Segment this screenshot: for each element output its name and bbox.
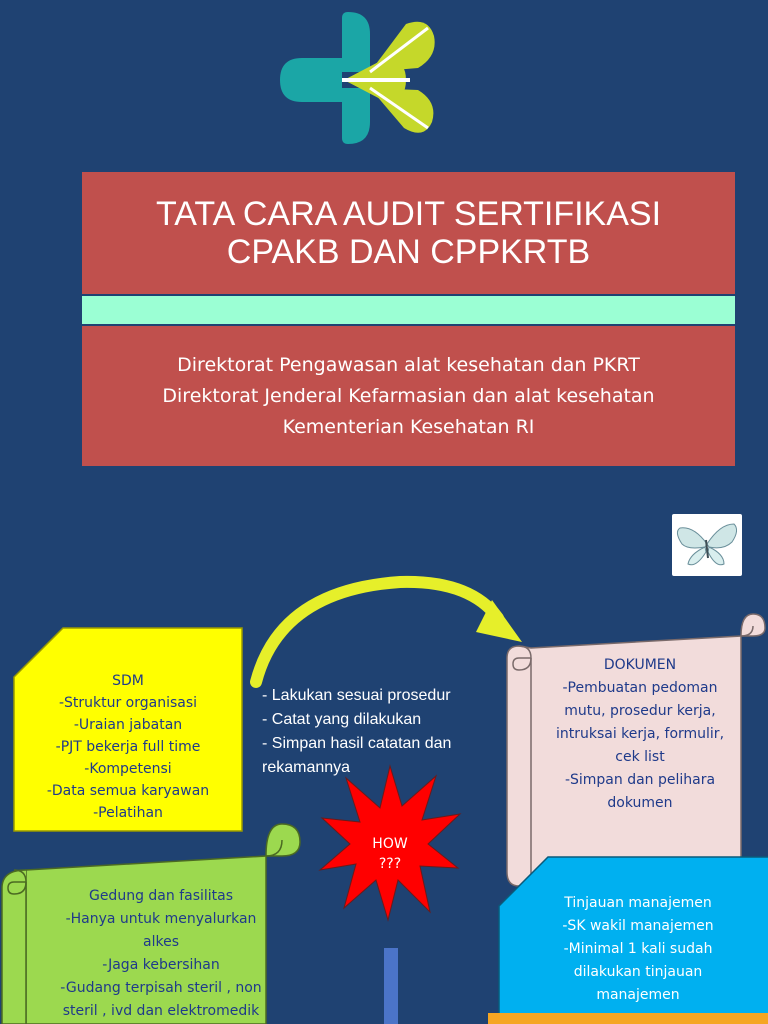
- subtitle-banner: [82, 326, 735, 466]
- mint-divider-strip: [82, 296, 735, 324]
- gedung-card-text: [30, 885, 292, 1023]
- dokumen-line: mutu, prosedur kerja,: [564, 703, 716, 719]
- title-line-1: TATA CARA AUDIT SERTIFIKASI: [155, 195, 662, 233]
- page-title: [156, 195, 661, 271]
- dokumen-line: -Simpan dan pelihara: [564, 772, 716, 788]
- title-line-2: CPAKB DAN CPPKRTB: [226, 233, 591, 271]
- dokumen-line: -Pembuatan pedoman: [562, 680, 718, 696]
- gedung-heading: Gedung dan fasilitas: [88, 888, 234, 904]
- sdm-item: -Pelatihan: [93, 805, 163, 821]
- subtitle-line-3: Kementerian Kesehatan RI: [282, 415, 535, 438]
- gedung-line: -Jaga kebersihan: [102, 957, 220, 973]
- tinjauan-line: manajemen: [596, 987, 680, 1003]
- dokumen-card-text: [535, 654, 745, 815]
- butterfly-icon: [672, 514, 742, 576]
- sdm-item: -Data semua karyawan: [46, 783, 210, 799]
- subtitle-line-2: Direktorat Jenderal Kefarmasian dan alat kesehatan: [162, 384, 655, 407]
- orange-bottom-strip: [488, 1013, 768, 1024]
- gedung-line: steril , ivd dan elektromedik: [62, 1003, 260, 1019]
- butterfly-image: [672, 514, 742, 576]
- how-label: [340, 834, 440, 874]
- gedung-line: alkes: [143, 934, 179, 950]
- dokumen-line: cek list: [615, 749, 665, 765]
- kemenkes-logo-icon: [278, 10, 448, 146]
- sdm-item: -Uraian jabatan: [73, 717, 183, 733]
- title-banner: [82, 172, 735, 294]
- sdm-heading: SDM: [112, 673, 144, 689]
- subtitle-line-1: Direktorat Pengawasan alat kesehatan dan PKRT: [177, 353, 640, 376]
- gedung-line: -Gudang terpisah steril , non: [60, 980, 262, 996]
- center-line: - Lakukan sesuai prosedur: [262, 687, 451, 704]
- sdm-card-text: [13, 670, 243, 824]
- how-line-1: HOW: [372, 836, 408, 852]
- dokumen-heading: DOKUMEN: [603, 657, 677, 673]
- tinjauan-line: dilakukan tinjauan: [573, 964, 703, 980]
- gedung-line: -Hanya untuk menyalurkan: [65, 911, 257, 927]
- dokumen-line: dokumen: [607, 795, 673, 811]
- sdm-item: -Struktur organisasi: [58, 695, 198, 711]
- tinjauan-heading: Tinjauan manajemen: [564, 895, 712, 911]
- center-line: - Simpan hasil catatan dan: [262, 735, 452, 752]
- sdm-item: -Kompetensi: [84, 761, 172, 777]
- sdm-item: -PJT bekerja full time: [55, 739, 201, 755]
- vertical-connector-bar: [384, 948, 398, 1024]
- dokumen-line: intruksai kerja, formulir,: [555, 726, 725, 742]
- tinjauan-card-text: [520, 892, 756, 1007]
- center-line: - Catat yang dilakukan: [262, 711, 422, 728]
- curved-arrow-icon: [240, 570, 540, 690]
- tinjauan-line: -SK wakil manajemen: [562, 918, 714, 934]
- how-line-2: ???: [378, 856, 402, 872]
- tinjauan-line: -Minimal 1 kali sudah: [563, 941, 713, 957]
- subtitle-text: [162, 350, 654, 443]
- center-line: rekamannya: [262, 759, 351, 776]
